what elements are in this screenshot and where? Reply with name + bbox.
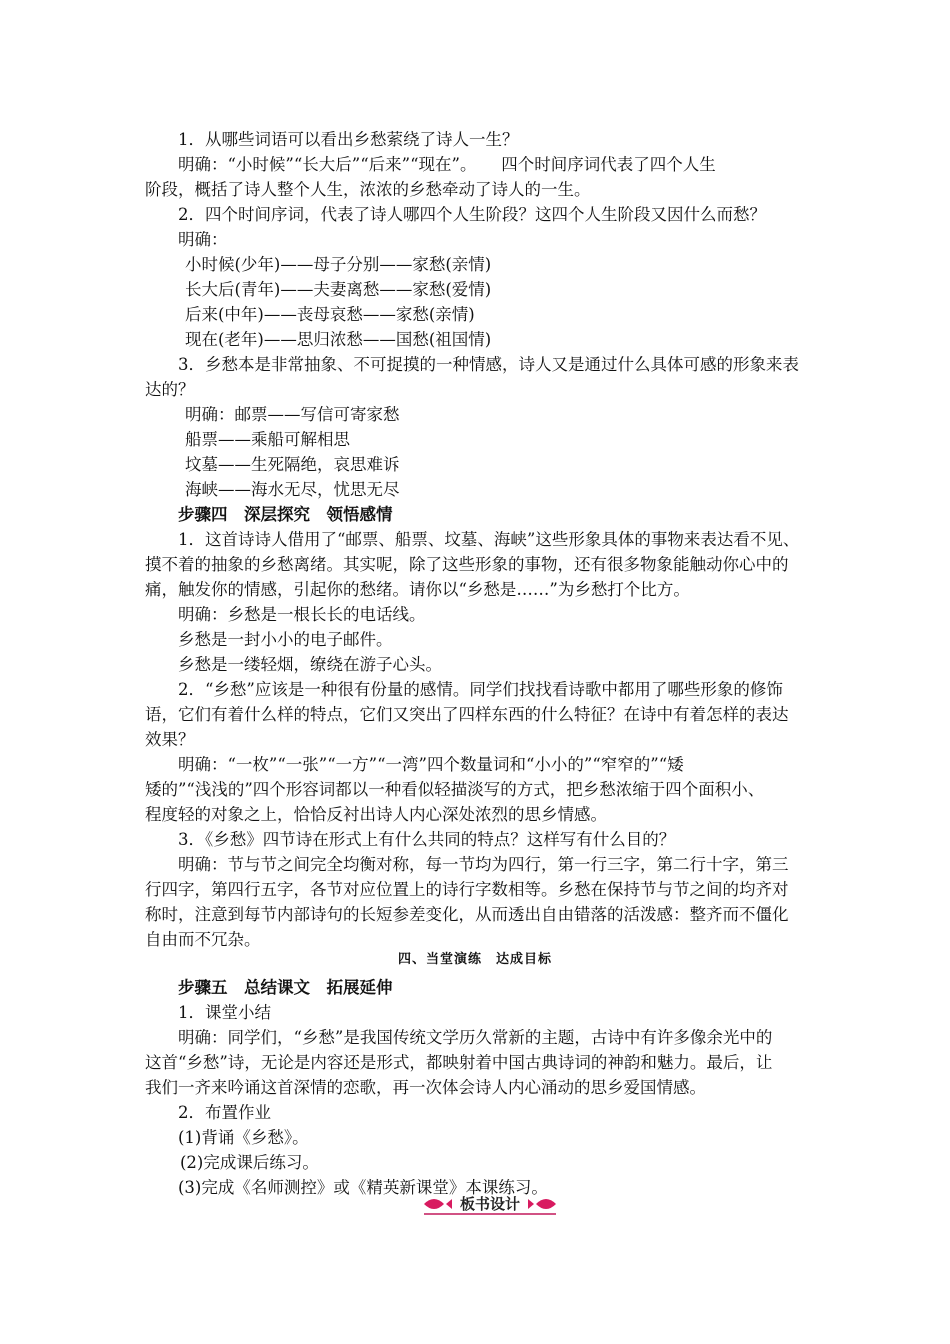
- step-4-q1-line-3: 痛，触发你的情感，引起你的愁绪。请你以“乡愁是……”为乡愁打个比方。: [145, 580, 690, 599]
- image-strait: 海峡——海水无尽，忧思无尽: [185, 480, 400, 499]
- stage-middle-age: 后来(中年)——丧母哀愁——家愁(亲情): [185, 305, 475, 324]
- answer-1-line-2: 阶段，概括了诗人整个人生，浓浓的乡愁牵动了诗人的一生。: [145, 180, 591, 199]
- step-4-heading: 步骤四 深层探究 领悟感情: [178, 505, 393, 524]
- image-stamp: 明确：邮票——写信可寄家愁: [185, 405, 400, 424]
- step-4-a3-line-2: 行四字，第四行五字，各节对应位置上的诗行字数相等。乡愁在保持节与节之间的均齐对: [145, 880, 789, 899]
- question-3-title-cont: 达的？: [145, 380, 195, 399]
- stage-young-adult: 长大后(青年)——夫妻离愁——家愁(爱情): [185, 280, 492, 299]
- board-design-banner: [420, 1190, 560, 1218]
- step-5-heading: 步骤五 总结课文 拓展延伸: [178, 978, 393, 997]
- image-ticket: 船票——乘船可解相思: [185, 430, 350, 449]
- homework-item-3: (3)完成《名师测控》或《精英新课堂》本课练习。: [178, 1178, 548, 1197]
- step-4-q1-line-2: 摸不着的抽象的乡愁离绪。其实呢，除了这些形象的事物，还有很多物象能触动你心中的: [145, 555, 789, 574]
- step-4-a2-line-3: 程度轻的对象之上，恰恰反衬出诗人内心深处浓烈的思乡情感。: [145, 805, 607, 824]
- step-4-a2-line-1: 明确：“一枚”“一张”“一方”“一湾”四个数量词和“小小的”“窄窄的”“矮: [178, 755, 684, 774]
- homework-item-1: (1)背诵《乡愁》。: [178, 1128, 309, 1147]
- image-grave: 坟墓——生死隔绝，哀思难诉: [185, 455, 400, 474]
- step-4-a1-line-3: 乡愁是一缕轻烟，缭绕在游子心头。: [178, 655, 442, 674]
- homework-item-2: (2)完成课后练习。: [180, 1153, 319, 1172]
- step-4-q2-line-3: 效果？: [145, 730, 195, 749]
- answer-1-line-1: 明确：“小时候”“长大后”“后来”“现在”。 四个时间序词代表了四个人生: [178, 155, 716, 174]
- step-4-q2-line-1: 2．“乡愁”应该是一种很有份量的感情。同学们找找看诗歌中都用了哪些形象的修饰: [178, 680, 783, 699]
- step-4-q2-line-2: 语，它们有着什么样的特点，它们又突出了四样东西的什么特征？在诗中有着怎样的表达: [145, 705, 789, 724]
- question-3-title: 3．乡愁本是非常抽象、不可捉摸的一种情感，诗人又是通过什么具体可感的形象来表: [178, 355, 799, 374]
- question-1-title: 1．从哪些词语可以看出乡愁萦绕了诗人一生？: [178, 130, 519, 149]
- summary-title: 1．课堂小结: [178, 1003, 271, 1022]
- answer-2-label: 明确：: [178, 230, 228, 249]
- step-4-a3-line-4: 自由而不冗杂。: [145, 930, 261, 949]
- summary-line-1: 明确：同学们，“乡愁”是我国传统文学历久常新的主题，古诗中有许多像余光中的: [178, 1028, 773, 1047]
- question-2-title: 2．四个时间序词，代表了诗人哪四个人生阶段？这四个人生阶段又因什么而愁？: [178, 205, 766, 224]
- step-4-q3: 3．《乡愁》四节诗在形式上有什么共同的特点？这样写有什么目的？: [178, 830, 676, 849]
- section-4-heading: 四、当堂演练 达成目标: [397, 952, 552, 967]
- step-4-a3-line-1: 明确：节与节之间完全均衡对称，每一节均为四行，第一行三字，第二行十字，第三: [178, 855, 789, 874]
- step-4-q1-line-1: 1．这首诗诗人借用了“邮票、船票、坟墓、海峡”这些形象具体的事物来表达看不见、: [178, 530, 800, 549]
- step-4-a1-line-1: 明确：乡愁是一根长长的电话线。: [178, 605, 426, 624]
- homework-title: 2．布置作业: [178, 1103, 271, 1122]
- step-4-a2-line-2: 矮的”“浅浅的”四个形容词都以一种看似轻描淡写的方式，把乡愁浓缩于四个面积小、: [145, 780, 765, 799]
- summary-line-2: 这首“乡愁”诗，无论是内容还是形式，都映射着中国古典诗词的神韵和魅力。最后，让: [145, 1053, 773, 1072]
- summary-line-3: 我们一齐来吟诵这首深情的恋歌，再一次体会诗人内心涌动的思乡爱国情感。: [145, 1078, 706, 1097]
- stage-youth: 小时候(少年)——母子分别——家愁(亲情): [185, 255, 492, 274]
- stage-old-age: 现在(老年)——思归浓愁——国愁(祖国情): [185, 330, 492, 349]
- board-design-label: 板书设计: [459, 1195, 520, 1213]
- step-4-a3-line-3: 称时，注意到每节内部诗句的长短参差变化，从而透出自由错落的活泼感：整齐而不僵化: [145, 905, 789, 924]
- step-4-a1-line-2: 乡愁是一封小小的电子邮件。: [178, 630, 393, 649]
